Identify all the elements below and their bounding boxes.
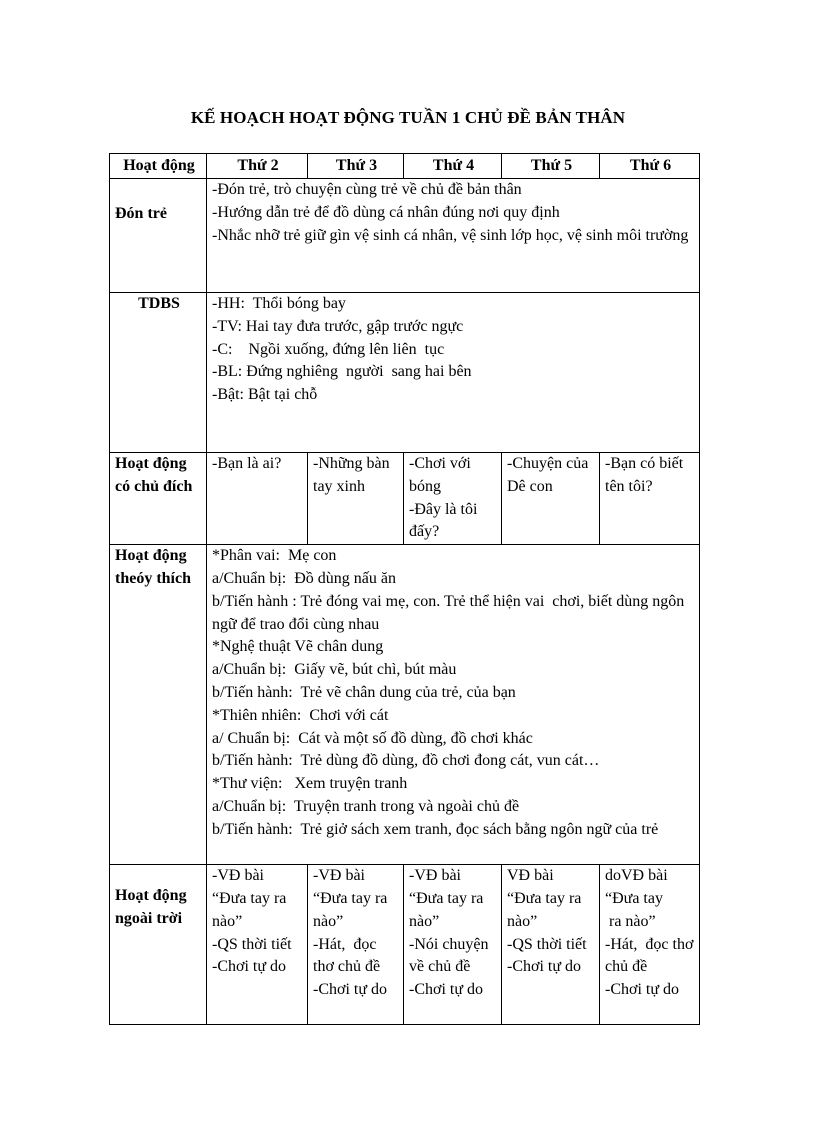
label-line: Hoạt động [115,455,187,472]
text-line: *Thư viện: Xem truyện tranh [212,775,408,793]
row-theo-y-thich [110,545,700,865]
text-line: a/Chuẩn bị: Đồ dùng nấu ăn [212,569,396,587]
text-line: b/Tiến hành: Trẻ giở sách xem tranh, đọc sách bằng ngôn ngữ của trẻ [212,820,659,838]
cell-co-chu-dich-fri [600,453,700,545]
cell-co-chu-dich-thu [502,453,600,545]
label-tdbs: TDBS [110,293,207,453]
row-co-chu-dich [110,453,700,545]
label-don-tre: Đón trẻ [110,179,207,293]
cell-text: -Chơi với bóng -Đây là tôi đấy? [409,455,478,541]
cell-ngoai-troi-tue [308,865,404,1025]
header-activity: Hoạt động [110,154,207,179]
text-line: -Nhắc nhỡ trẻ giữ gìn vệ sinh cá nhân, vệ sinh lớp học, vệ sinh môi trường [212,226,689,244]
weekly-plan-table [109,153,700,1025]
cell-co-chu-dich-mon [207,453,308,545]
content-tdbs [207,293,700,453]
text-line: *Nghệ thuật Vẽ chân dung [212,638,384,656]
cell-text: -Bạn có biết tên tôi? [605,455,688,495]
text-line: b/Tiến hành : Trẻ đóng vai mẹ, con. Trẻ thể hiện vai chơi, biết dùng ngôn ngữ để trao đổi cùng nhau [212,592,689,633]
cell-text: -Những bàn tay xinh [313,455,394,495]
label-theo-y-thich [110,545,207,865]
label-ngoai-troi [110,865,207,1025]
text-line: -BL: Đứng nghiêng người sang hai bên [212,363,472,381]
content-theo-y-thich [207,545,700,865]
text-line: b/Tiến hành: Trẻ vẽ chân dung của trẻ, của bạn [212,683,516,701]
header-day-fri: Thứ 6 [600,154,700,179]
text-line: -Hướng dẫn trẻ để đồ dùng cá nhân đúng nơi quy định [212,203,560,221]
cell-text: doVĐ bài “Đưa tay ra nào” -Hát, đọc thơ chủ đề -Chơi tự do [605,867,694,999]
text-line: -HH: Thổi bóng bay [212,295,346,312]
cell-text: VĐ bài “Đưa tay ra nào” -QS thời tiết -Chơi tự do [507,867,587,976]
header-day-wed: Thứ 4 [404,154,502,179]
header-day-tue: Thứ 3 [308,154,404,179]
header-row [110,154,700,179]
text-line: a/Chuẩn bị: Giấy vẽ, bút chì, bút màu [212,661,457,679]
label-line: ngoài trời [115,909,183,927]
cell-ngoai-troi-mon [207,865,308,1025]
text-line: *Phân vai: Mẹ con [212,547,337,565]
text-line: -TV: Hai tay đưa trước, gập trước ngực [212,317,464,335]
text-line: -C: Ngồi xuống, đứng lên liên tục [212,340,445,358]
label-co-chu-dich [110,453,207,545]
label-line: có chủ đích [115,477,193,495]
cell-text: -VĐ bài “Đưa tay ra nào” -QS thời tiết -Chơi tự do [212,867,292,976]
text-line: -Đón trẻ, trò chuyện cùng trẻ về chủ đề bản thân [212,181,522,198]
cell-text: -Bạn là ai? [212,455,282,472]
header-day-thu: Thứ 5 [502,154,600,179]
text-line: a/Chuẩn bị: Truyện tranh trong và ngoài chủ đề [212,797,520,815]
text-line: a/ Chuẩn bị: Cát và một số đồ dùng, đồ chơi khác [212,729,533,747]
label-line: Hoạt động [115,547,187,565]
cell-text: -Chuyện của Dê con [507,455,593,495]
row-ngoai-troi [110,865,700,1025]
cell-ngoai-troi-wed [404,865,502,1025]
cell-text: -VĐ bài “Đưa tay ra nào” -Nói chuyện về chủ đề -Chơi tự do [409,867,489,999]
text-line: -Bật: Bật tại chỗ [212,386,318,404]
row-tdbs [110,293,700,453]
cell-ngoai-troi-fri [600,865,700,1025]
cell-co-chu-dich-tue [308,453,404,545]
text-line: b/Tiến hành: Trẻ dùng đồ dùng, đồ chơi đong cát, vun cát… [212,752,600,770]
cell-ngoai-troi-thu [502,865,600,1025]
page-title: KẾ HOẠCH HOẠT ĐỘNG TUẦN 1 CHỦ ĐỀ BẢN THÂN [190,108,626,127]
content-don-tre [207,179,700,293]
text-line: *Thiên nhiên: Chơi với cát [212,706,389,724]
label-line: Hoạt động [115,887,187,905]
header-day-mon: Thứ 2 [207,154,308,179]
cell-text: -VĐ bài “Đưa tay ra nào” -Hát, đọc thơ chủ đề -Chơi tự do [313,867,388,999]
row-don-tre [110,179,700,293]
cell-co-chu-dich-wed [404,453,502,545]
label-line: theóy thích [115,569,191,587]
